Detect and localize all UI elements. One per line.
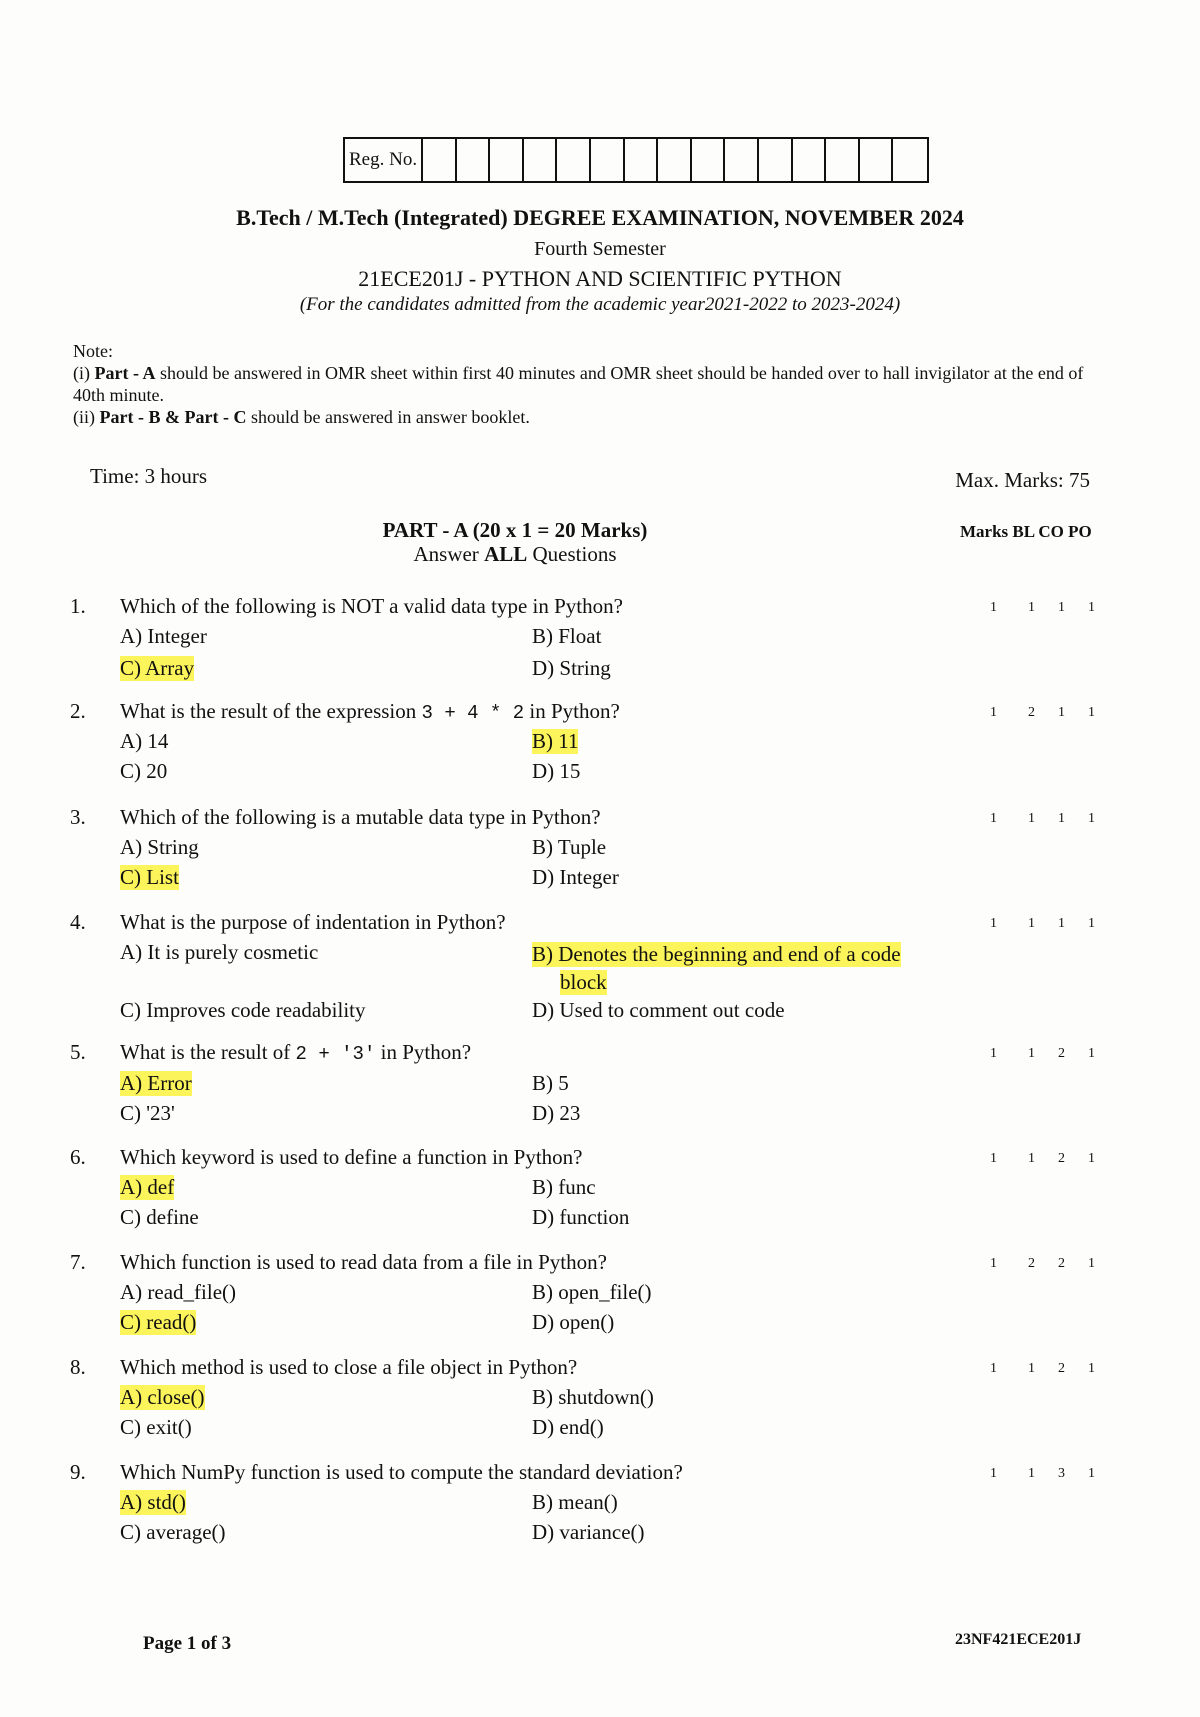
bl-value: 1 bbox=[1028, 600, 1035, 615]
reg-cell bbox=[692, 139, 726, 181]
question-text: Which method is used to close a file object in Python? bbox=[120, 1355, 578, 1379]
option-d: D) String bbox=[532, 656, 611, 680]
question-6 bbox=[70, 1145, 1120, 1235]
question-number: 9. bbox=[70, 1460, 86, 1484]
option-b: B) func bbox=[532, 1175, 596, 1199]
marks-value: 1 bbox=[990, 600, 997, 615]
po-value: 1 bbox=[1088, 1256, 1095, 1271]
question-number: 1. bbox=[70, 594, 86, 618]
po-value: 1 bbox=[1088, 1361, 1095, 1376]
option-c-highlighted: C) read() bbox=[120, 1310, 197, 1334]
course-title: 21ECE201J - PYTHON AND SCIENTIFIC PYTHON bbox=[358, 266, 842, 291]
code-expression: 3 + 4 * 2 bbox=[421, 702, 525, 724]
question-3 bbox=[70, 805, 1120, 895]
option-a-highlighted: A) Error bbox=[120, 1071, 192, 1095]
option-b-highlighted: B) Denotes the beginning and end of a code bbox=[532, 942, 901, 966]
option-a: A) read_file() bbox=[120, 1280, 237, 1304]
question-text: What is the purpose of indentation in Python? bbox=[120, 910, 506, 934]
question-number: 2. bbox=[70, 699, 86, 723]
co-value: 2 bbox=[1058, 1256, 1065, 1271]
po-value: 1 bbox=[1088, 1151, 1095, 1166]
reg-cell bbox=[759, 139, 793, 181]
option-d: D) open() bbox=[532, 1310, 615, 1334]
co-value: 1 bbox=[1058, 811, 1065, 826]
reg-cell bbox=[423, 139, 457, 181]
bl-value: 1 bbox=[1028, 811, 1035, 826]
admitted-note: (For the candidates admitted from the academic year2021-2022 to 2023-2024) bbox=[299, 294, 901, 315]
option-a: A) String bbox=[120, 835, 199, 859]
question-2 bbox=[70, 699, 1120, 789]
question-text: What is the result of the expression 3 + 4 * 2 in Python? bbox=[120, 699, 620, 724]
marks-value: 1 bbox=[990, 1046, 997, 1061]
question-7 bbox=[70, 1250, 1120, 1340]
option-b-highlighted: B) 11 bbox=[532, 729, 579, 753]
question-text: Which of the following is NOT a valid data type in Python? bbox=[120, 594, 623, 618]
bl-value: 1 bbox=[1028, 916, 1035, 931]
reg-no-label: Reg. No. bbox=[345, 139, 423, 181]
reg-cell bbox=[725, 139, 759, 181]
reg-cell bbox=[658, 139, 692, 181]
question-text: Which function is used to read data from a file in Python? bbox=[120, 1250, 607, 1274]
option-a: A) It is purely cosmetic bbox=[120, 940, 319, 964]
reg-cell bbox=[860, 139, 894, 181]
question-number: 6. bbox=[70, 1145, 86, 1169]
option-d: D) variance() bbox=[532, 1520, 645, 1544]
bl-value: 2 bbox=[1028, 1256, 1035, 1271]
co-value: 3 bbox=[1058, 1466, 1065, 1481]
reg-cell bbox=[457, 139, 491, 181]
registration-number-box bbox=[343, 137, 929, 183]
option-c: C) '23' bbox=[120, 1101, 175, 1125]
option-c: C) exit() bbox=[120, 1415, 192, 1439]
exam-duration: Time: 3 hours bbox=[90, 464, 208, 488]
marks-value: 1 bbox=[990, 916, 997, 931]
option-c: C) 20 bbox=[120, 759, 168, 783]
option-a-highlighted: A) def bbox=[120, 1175, 175, 1199]
exam-note bbox=[73, 340, 1113, 428]
bl-value: 1 bbox=[1028, 1466, 1035, 1481]
bl-value: 2 bbox=[1028, 705, 1035, 720]
note-line-2: (ii) Part - B & Part - C should be answered in answer booklet. bbox=[73, 407, 530, 427]
bl-value: 1 bbox=[1028, 1046, 1035, 1061]
po-value: 1 bbox=[1088, 811, 1095, 826]
question-text: Which of the following is a mutable data type in Python? bbox=[120, 805, 601, 829]
bl-value: 1 bbox=[1028, 1151, 1035, 1166]
reg-cell bbox=[557, 139, 591, 181]
option-c: C) average() bbox=[120, 1520, 226, 1544]
question-number: 8. bbox=[70, 1355, 86, 1379]
po-value: 1 bbox=[1088, 705, 1095, 720]
option-c: C) Improves code readability bbox=[120, 998, 366, 1022]
reg-cell bbox=[591, 139, 625, 181]
option-a: A) Integer bbox=[120, 624, 207, 648]
question-number: 7. bbox=[70, 1250, 86, 1274]
part-a-title: PART - A (20 x 1 = 20 Marks) bbox=[382, 518, 648, 542]
option-d: D) 15 bbox=[532, 759, 581, 783]
po-value: 1 bbox=[1088, 1466, 1095, 1481]
po-value: 1 bbox=[1088, 1046, 1095, 1061]
question-8 bbox=[70, 1355, 1120, 1445]
exam-title: B.Tech / M.Tech (Integrated) DEGREE EXAMINATION, NOVEMBER 2024 bbox=[236, 205, 964, 230]
question-number: 5. bbox=[70, 1040, 86, 1064]
marks-value: 1 bbox=[990, 1151, 997, 1166]
co-value: 1 bbox=[1058, 916, 1065, 931]
marks-value: 1 bbox=[990, 1361, 997, 1376]
question-text: Which keyword is used to define a function in Python? bbox=[120, 1145, 583, 1169]
max-marks: Max. Marks: 75 bbox=[955, 468, 1090, 492]
paper-code: 23NF421ECE201J bbox=[955, 1631, 1082, 1648]
marks-value: 1 bbox=[990, 705, 997, 720]
question-5 bbox=[70, 1040, 1120, 1130]
option-b: B) open_file() bbox=[532, 1280, 652, 1304]
co-value: 2 bbox=[1058, 1361, 1065, 1376]
option-a-highlighted: A) close() bbox=[120, 1385, 205, 1409]
note-heading: Note: bbox=[73, 341, 113, 361]
question-number: 3. bbox=[70, 805, 86, 829]
marks-value: 1 bbox=[990, 1466, 997, 1481]
option-d: D) Integer bbox=[532, 865, 619, 889]
option-d: D) 23 bbox=[532, 1101, 581, 1125]
po-value: 1 bbox=[1088, 916, 1095, 931]
option-d: D) end() bbox=[532, 1415, 604, 1439]
co-value: 1 bbox=[1058, 600, 1065, 615]
option-b: B) shutdown() bbox=[532, 1385, 654, 1409]
co-value: 2 bbox=[1058, 1151, 1065, 1166]
option-a-highlighted: A) std() bbox=[120, 1490, 186, 1514]
marks-value: 1 bbox=[990, 811, 997, 826]
option-c-highlighted: C) Array bbox=[120, 656, 195, 680]
option-d: D) function bbox=[532, 1205, 630, 1229]
option-c-highlighted: C) List bbox=[120, 865, 179, 889]
question-1 bbox=[70, 594, 1120, 684]
reg-cell bbox=[826, 139, 860, 181]
reg-cell bbox=[793, 139, 827, 181]
option-c: C) define bbox=[120, 1205, 199, 1229]
option-b: B) Tuple bbox=[532, 835, 607, 859]
page-number: Page 1 of 3 bbox=[143, 1633, 232, 1654]
question-4 bbox=[70, 910, 1120, 1026]
semester: Fourth Semester bbox=[534, 238, 666, 260]
reg-cell bbox=[490, 139, 524, 181]
option-a: A) 14 bbox=[120, 729, 169, 753]
reg-cell bbox=[625, 139, 659, 181]
answer-all-instruction: Answer ALL Questions bbox=[413, 542, 617, 566]
po-value: 1 bbox=[1088, 600, 1095, 615]
reg-cell bbox=[893, 139, 927, 181]
question-9 bbox=[70, 1460, 1120, 1550]
note-line-1: (i) Part - A should be answered in OMR sheet within first 40 minutes and OMR sheet should be handed over to hall invigilator at the end of 40th minute. bbox=[73, 363, 1084, 405]
co-value: 1 bbox=[1058, 705, 1065, 720]
marks-bl-co-po-header: Marks BL CO PO bbox=[960, 522, 1092, 541]
option-b: B) 5 bbox=[532, 1071, 569, 1095]
bl-value: 1 bbox=[1028, 1361, 1035, 1376]
option-b: B) Float bbox=[532, 624, 602, 648]
option-b: B) mean() bbox=[532, 1490, 618, 1514]
question-text: Which NumPy function is used to compute the standard deviation? bbox=[120, 1460, 683, 1484]
marks-value: 1 bbox=[990, 1256, 997, 1271]
question-text: What is the result of 2 + '3' in Python? bbox=[120, 1040, 472, 1065]
option-d: D) Used to comment out code bbox=[532, 998, 785, 1022]
option-b-continuation: block bbox=[560, 970, 607, 994]
code-expression: 2 + '3' bbox=[295, 1043, 376, 1065]
co-value: 2 bbox=[1058, 1046, 1065, 1061]
reg-cell bbox=[524, 139, 558, 181]
question-number: 4. bbox=[70, 910, 86, 934]
